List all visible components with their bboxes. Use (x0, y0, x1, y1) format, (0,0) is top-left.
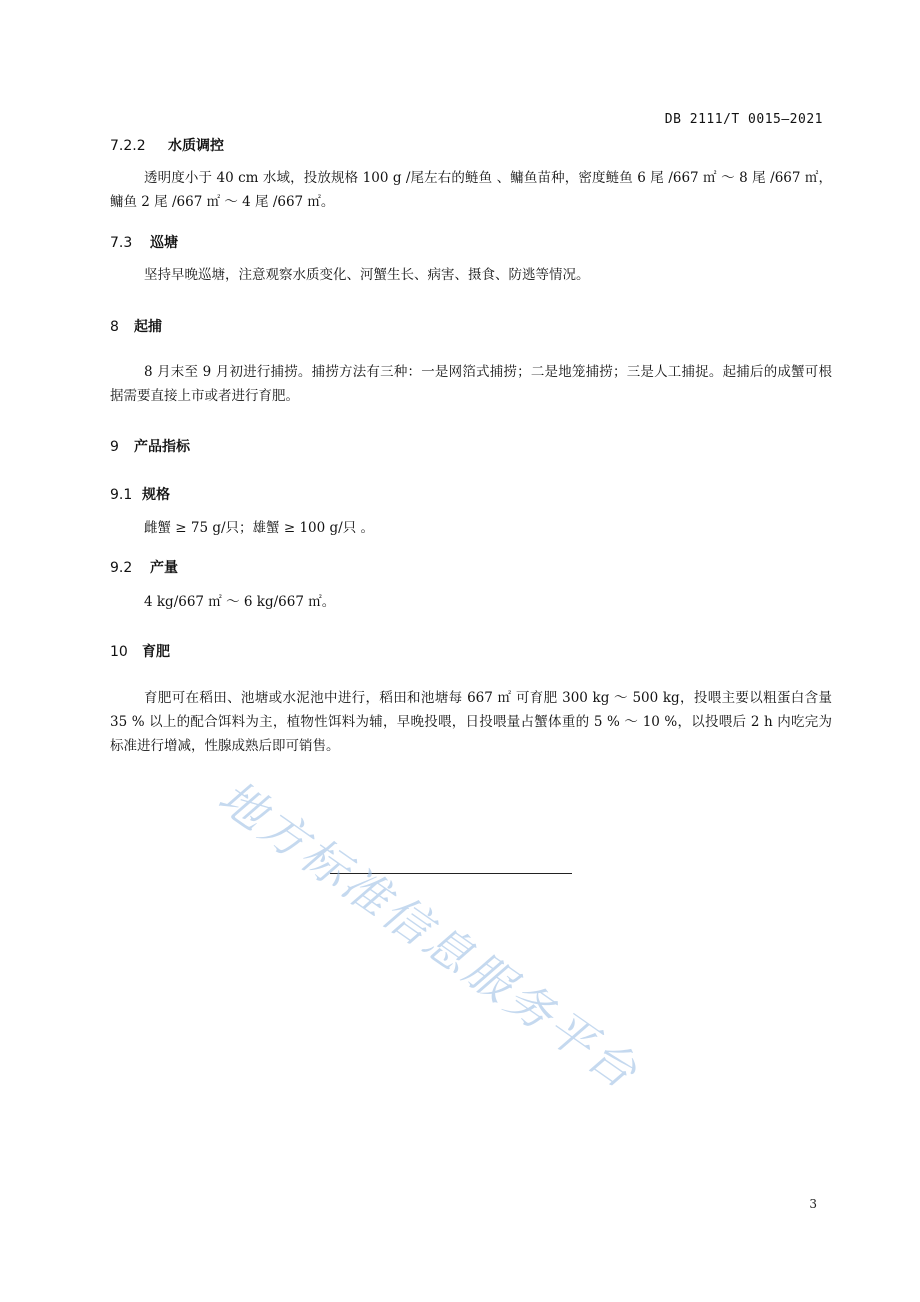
section-number: 7.3 (110, 235, 133, 251)
section-heading-10 (110, 641, 170, 661)
section-title: 产量 (150, 560, 178, 576)
paragraph-specification: 雌蟹 ≥ 75 g/只；雄蟹 ≥ 100 g/只 。 (144, 520, 374, 536)
watermark: 地方标准信息服务平台 (208, 769, 650, 1101)
section-number: 7.2.2 (110, 138, 146, 154)
section-title: 起捕 (134, 319, 162, 335)
section-title: 育肥 (142, 644, 170, 660)
section-number: 10 (110, 644, 128, 660)
section-title: 水质调控 (168, 138, 224, 154)
document-code: DB 2111/T 0015—2021 (664, 112, 823, 127)
paragraph-harvest: 8 月末至 9 月初进行捕捞。捕捞方法有三种：一是网箔式捕捞；二是地笼捕捞；三是人工捕捉。起捕后的成蟹可根据需要直接上市或者进行育肥。 (110, 364, 832, 404)
section-heading-7-2-2 (110, 135, 224, 155)
section-heading-7-3 (110, 232, 178, 252)
section-heading-9 (110, 436, 190, 456)
section-title: 产品指标 (134, 439, 190, 455)
paragraph-pond-patrol: 坚持早晚巡塘，注意观察水质变化、河蟹生长、病害、摄食、防逃等情况。 (144, 267, 590, 283)
section-number: 8 (110, 319, 119, 335)
section-heading-8 (110, 316, 162, 336)
section-heading-9-2 (110, 557, 178, 577)
paragraph-yield: 4 kg/667 ㎡ ～ 6 kg/667 ㎡。 (144, 594, 336, 610)
section-number: 9.1 (110, 487, 133, 503)
section-number: 9 (110, 439, 119, 455)
section-number: 9.2 (110, 560, 133, 576)
paragraph-water-quality: 透明度小于 40 cm 水域，投放规格 100 g /尾左右的鲢鱼 、鳙鱼苗种，密度鲢鱼 6 尾 /667 ㎡ ～ 8 尾 /667 ㎡，鳙鱼 2 尾 /667 ㎡ ～ 4 尾 /667 ㎡。 (110, 170, 832, 210)
section-title: 巡塘 (150, 235, 178, 251)
paragraph-fattening: 育肥可在稻田、池塘或水泥池中进行，稻田和池塘每 667 ㎡ 可育肥 300 kg ～ 500 kg，投喂主要以粗蛋白含量 35 % 以上的配合饵料为主，植物性饵料为辅，早晚投喂，日投喂量占蟹体重的 5 % ～ 10 %，以投喂后 2 h 内吃完为标准进行增减，性腺成熟后即可销售。 (110, 690, 832, 754)
section-heading-9-1 (110, 484, 170, 504)
page-number: 3 (809, 1197, 817, 1211)
section-title: 规格 (142, 487, 170, 503)
